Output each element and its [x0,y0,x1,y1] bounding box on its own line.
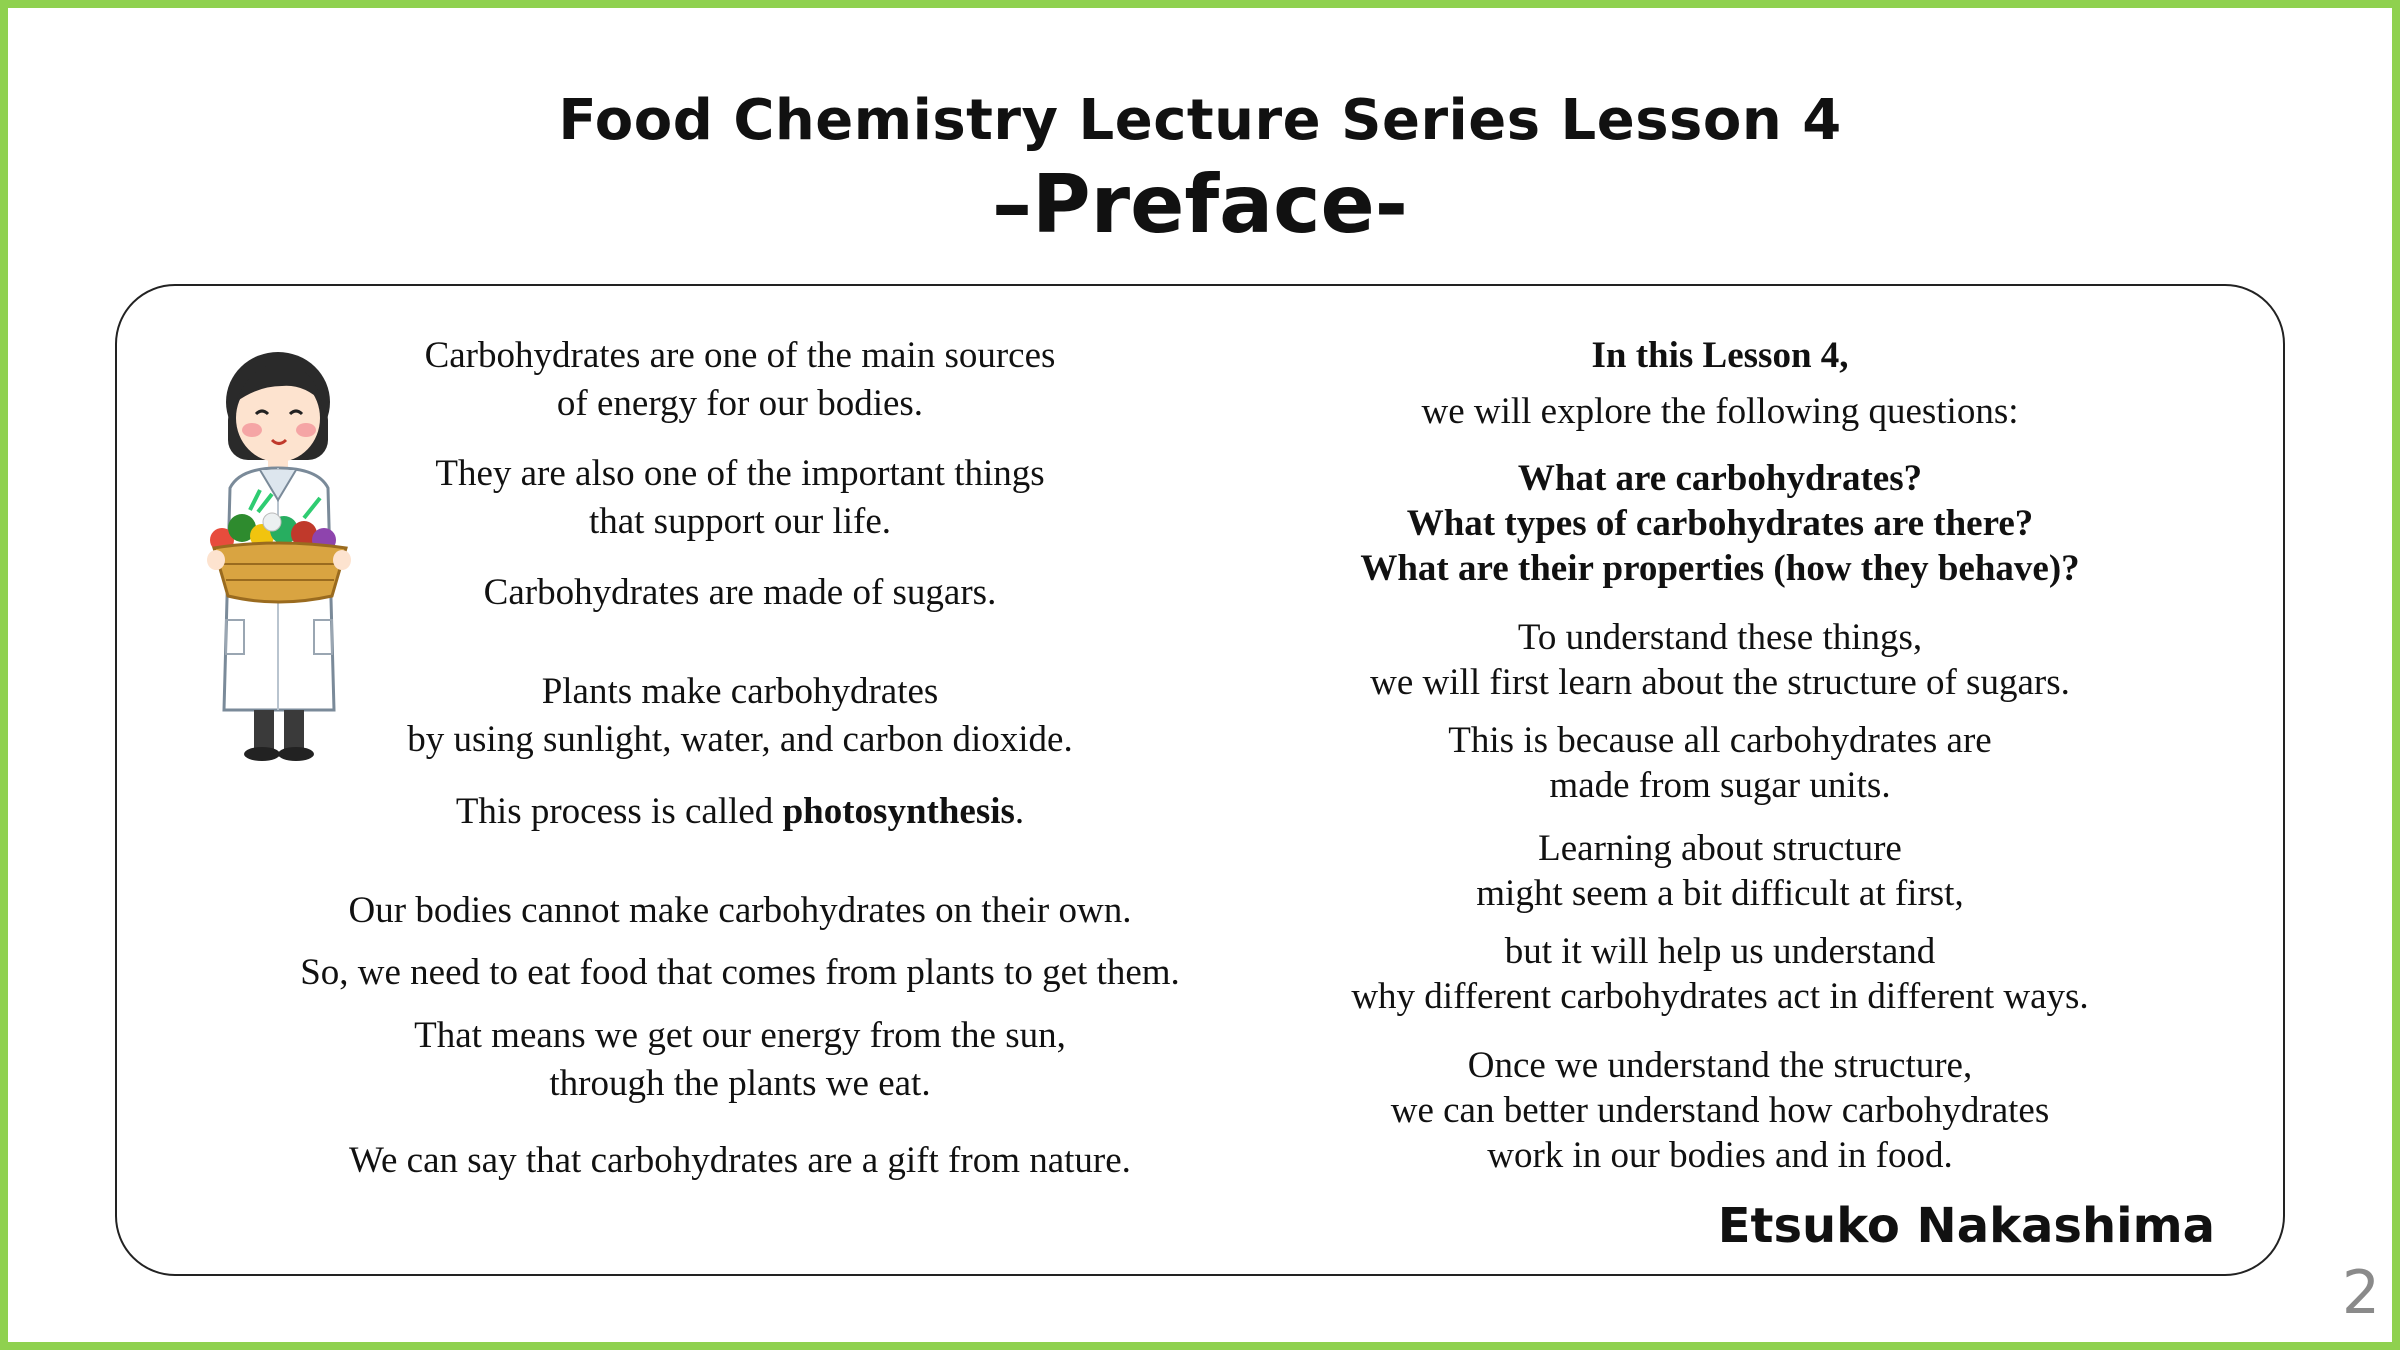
question-2: What types of carbohydrates are there? [1406,503,2034,544]
questions-list [1250,456,2190,591]
question-3: What are their properties (how they behave)? [1360,548,2080,589]
lesson-heading: In this Lesson 4, [1591,335,1849,376]
left-paragraph-7: So, we need to eat food that comes from plants to get them. [300,952,1180,993]
left-paragraph-2: They are also one of the important things that support our life. [435,453,1045,542]
slide-subtitle: –Preface- [991,158,1408,251]
left-paragraph-1: Carbohydrates are one of the main sources of energy for our bodies. [424,335,1056,424]
right-paragraph-5: Once we understand the structure, we can better understand how carbohydrates work in our bodies and in food. [1390,1045,2050,1176]
right-paragraph-4: but it will help us understand why different carbohydrates act in different ways. [1351,931,2089,1017]
right-paragraph-2: This is because all carbohydrates are made from sugar units. [1448,720,1992,806]
question-1: What are carbohydrates? [1517,458,1923,499]
photosynthesis-term: photosynthesis [782,791,1015,832]
left-paragraph-4: Plants make carbohydrates by using sunlight, water, and carbon dioxide. [407,671,1073,760]
right-paragraph-1: To understand these things, we will first learn about the structure of sugars. [1370,617,2070,703]
author-name: Etsuko Nakashima [1717,1198,2215,1254]
slide-title: Food Chemistry Lecture Series Lesson 4 [558,88,1842,153]
left-paragraph-6: Our bodies cannot make carbohydrates on their own. [348,890,1132,931]
page-number: 2 [2341,1258,2380,1328]
questions-intro: we will explore the following questions: [1421,391,2019,432]
left-paragraph-5: This process is called photosynthesis. [455,791,1025,832]
right-paragraph-3: Learning about structure might seem a bit difficult at first, [1476,828,1964,914]
left-paragraph-3: Carbohydrates are made of sugars. [483,572,997,613]
left-paragraph-8: That means we get our energy from the sun, through the plants we eat. [414,1015,1066,1104]
left-paragraph-9: We can say that carbohydrates are a gift from nature. [349,1140,1131,1181]
